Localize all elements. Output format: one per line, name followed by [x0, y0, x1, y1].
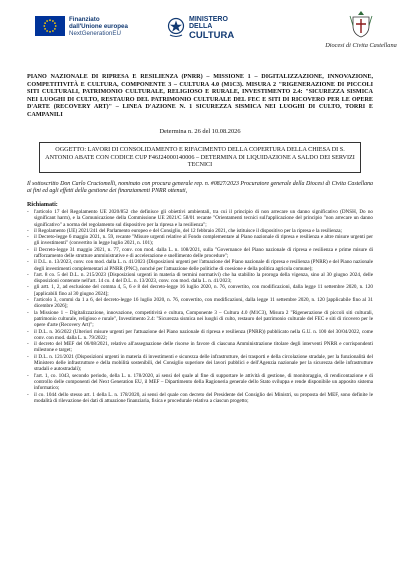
diocese-coat-of-arms-icon — [348, 10, 374, 38]
list-item: - la Missione 1 – Digitalizzazione, innovazione, competitività e cultura, Componente 3 – Cultura 4.0 (M1C3), Misura 2 "Rigenerazione di piccoli siti culturali, patrimonio culturale, religioso e rurale", Investimento 2.4: "Sicurezza sismica nei luoghi di culto, restauro del patrimonio culturale del FEC e siti di ricovero per le opere d'arte (Recovery Art)"; — [27, 310, 373, 329]
list-item: - il D.L. n. 121/2021 (Disposizioni urgenti in materia di investimenti e sicurezza delle infrastrutture, dei trasporti e della circolazione stradale, per la funzionalità del Ministero delle infrastrutture e della mobilità sostenibili, del Consiglio superiore dei lavori pubblici e dell'Agenzia nazionale per la sicurezza delle infrastrutture stradali e autostradali); — [27, 354, 373, 373]
eu-line-1: Finanziato — [69, 16, 100, 23]
list-item: - l'articolo 3, commi da 1 a 6, del decreto-legge 16 luglio 2020, n. 76, convertito, con modificazioni, dalla legge 11 settembre 2020, n. 120 [applicabile fino al 31 dicembre 2026]; — [27, 297, 373, 310]
eu-logo-text — [69, 16, 128, 38]
richiamati-list — [27, 209, 373, 404]
eu-logo — [35, 16, 128, 38]
eu-flag-icon — [35, 16, 65, 36]
diocese-logo — [317, 10, 400, 49]
ministry-line-3: CULTURA — [189, 29, 235, 41]
subject-box: OGGETTO: LAVORI DI CONSOLIDAMENTO E RIFACIMENTO DELLA COPERTURA DELLA CHIESA DI S. ANTONIO ABATE CON CODICE CUP F46J24000140006 – DETERMINA DI LIQUIDAZIONE A SALDO DEI SERVIZI TECNICI — [39, 142, 361, 173]
ministry-logo — [167, 16, 234, 40]
list-item: - il Decreto-legge 31 maggio 2021, n. 77, conv. con mod. dalla L. n. 108/2021, sulla "Governance del Piano nazionale di ripresa e resilienza e prime misure di rafforzamento delle strutture amministrative e di accelerazione e snellimento delle procedure"; — [27, 247, 373, 260]
richiamati-heading: Richiamati: — [27, 201, 58, 208]
eu-line-3: NextGenerationEU — [69, 30, 121, 38]
list-item: - il Regolamento (UE) 2021/241 del Parlamento europeo e del Consiglio, del 12 febbraio 2021, che istituisce il dispositivo per la ripresa e la resilienza; — [27, 228, 373, 234]
list-item: - il co. 1044 dello stesso art. 1 della L. n. 178/2020, ai sensi del quale con decreto del Presidente del Consiglio dei Ministri, su proposta del MEF, sono definite le modalità di rilevazione dei dati di attuazione finanziaria, fisica e procedurale relativa a ciascun progetto; — [27, 392, 373, 405]
list-item: - il D.L. n. 13/2023, conv. con mod. dalla L. n. 41/2023 (Disposizioni urgenti per l'attuazione del Piano nazionale di ripresa e resilienza (PNRR) e del Piano nazionale degli investimenti complementari al PNRR (PNC), nonché per l'attuazione delle politiche di coesione e della politica agricola comune); — [27, 259, 373, 272]
ministry-line-1: MINISTERO — [189, 16, 228, 23]
list-item: - il Decreto-legge 6 maggio 2021, n. 59, recante "Misure urgenti relative al Fondo complementare al Piano nazionale di ripresa e resilienza e altre misure urgenti per gli investimenti" (convertito in legge luglio 2021, n. 101); — [27, 234, 373, 247]
ministry-line-2: DELLA — [189, 23, 213, 31]
determina-number: Determina n. 26 del 10.08.2026 — [159, 128, 241, 135]
document-title: PIANO NAZIONALE DI RIPRESA E RESILIENZA (PNRR) – MISSIONE 1 – DIGITALIZZAZIONE, INNOVAZIONE, COMPETITIVITÀ E CULTURA, COMPONENTE 3 – CULTURA 4.0 (M1C3). MISURA 2 "RIGENERAZIONE DI PICCOLI SITI CULTURALI, PATRIMONIO CULTURALE, RELIGIOSO E RURALE, INVESTIMENTO 2.4: "SICUREZZA SISMICA NEI LUOGHI DI CULTO, RESTAURO DEL PATRIMONIO CULTURALE DEL FEC E SITI DI RICOVERO PER LE OPERE D'ARTE (RECOVERY ART)" – LINEA D'AZIONE N. 1 SICUREZZA SISMICA NEI LUOGHI DI CULTO, TORRI E CAMPANILI — [27, 74, 373, 118]
ministry-logo-text — [189, 16, 234, 40]
list-item: - gli artt. 1, 2, ad esclusione del comma 4, 5, 6 e 8 del decreto-legge 16 luglio 2020, n. 76, convertito, con modificazioni, dalla legge 11 settembre 2020, n. 120 [applicabili fino al 30 giugno 2024]; — [27, 284, 373, 297]
list-item: - il decreto del MEF del 06/08/2021, relativo all'assegnazione delle risorse in favore di ciascuna Amministrazione titolare degli interventi PNRR e corrispondenti milestone e target; — [27, 341, 373, 354]
republic-emblem-icon — [167, 16, 185, 38]
list-item: - l'articolo 17 del Regolamento UE 2020/852 che definisce gli obiettivi ambientali, tra cui il principio di non arrecare un danno significativo (DNSH, Do no significant harm), e la Comunicazione della Commissione UE 2021/C 58/01 recante "Orientamenti tecnici sull'applicazione del principio "non arrecare un danno significativo" a norma del regolamento sul dispositivo per la ripresa e la resilienza"; — [27, 209, 373, 228]
eu-line-2: dall'Unione europea — [69, 23, 128, 31]
list-item: - l'art. 8 co. 5 del D.L. n. 215/2023 (Disposizioni urgenti in materia di termini normativi) che ha stabilito la proroga della vigenza, sino al 30 giugno 2024, delle disposizioni contenute nell'art. 14 co. 4 del D.L. n. 13/2023, conv. con mod. dalla L. n. 41/2023; — [27, 272, 373, 285]
intro-paragraph: Il sottoscritto Don Carlo Cruciomelli, nominato con procura generale rep. n. #0827/2023 Procuratore generale della Diocesi di Civita Castellana ai fini ed agli effetti della gestione dei finanziamenti PNRR ottenuti, — [27, 180, 373, 194]
diocese-name: Diocesi di Civita Castellana — [325, 42, 397, 49]
header-logos — [27, 10, 397, 72]
list-item: - l'art. 1, co. 1043, secondo periodo, della L. n. 178/2020, ai sensi del quale al fine di supportare le attività di gestione, di monitoraggio, di rendicontazione e di controllo delle componenti del Next Generation EU, il MEF – Dipartimento della Ragioneria generale dello Stato sviluppa e rende disponibile un apposito sistema informatico; — [27, 373, 373, 392]
list-item: - il D.L. n. 36/2022 (Ulteriori misure urgenti per l'attuazione del Piano nazionale di ripresa e resilienza (PNRR)) pubblicato nella G.U. n. 100 del 30/04/2022, come conv. con mod. dalla L. n. 79/2022; — [27, 329, 373, 342]
